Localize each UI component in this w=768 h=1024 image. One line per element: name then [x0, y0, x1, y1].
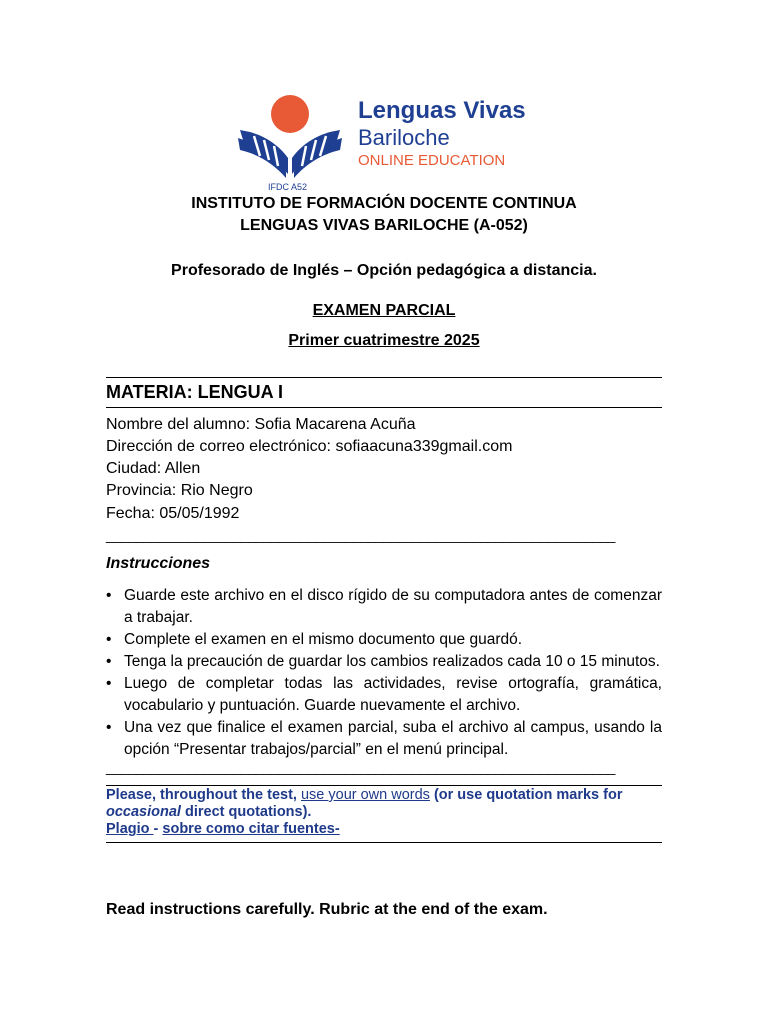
institute-name-line2: LENGUAS VIVAS BARILOCHE (A-052)	[240, 217, 528, 234]
logo-subtitle: Bariloche	[358, 125, 450, 150]
separator-line: ____________________________________________________________________	[106, 527, 616, 543]
instruction-text: Complete el examen en el mismo documento que guardó.	[124, 631, 523, 648]
notice-part3: direct quotations).	[180, 804, 312, 820]
own-words-link[interactable]: use your own words	[300, 787, 430, 803]
subject-top-rule	[106, 377, 662, 378]
citar-fuentes-link[interactable]: sobre como citar fuentes-	[162, 821, 340, 837]
footer-note: Read instructions carefully. Rubric at the end of the exam.	[106, 901, 548, 918]
logo-code: IFDC A52	[268, 182, 308, 192]
logo-title: Lenguas Vivas	[358, 97, 526, 124]
institution-logo	[236, 92, 526, 194]
subject-bottom-rule	[106, 407, 662, 408]
bullet-icon: •	[106, 631, 112, 648]
notice-bottom-rule	[106, 842, 662, 843]
student-province: Provincia: Rio Negro	[106, 482, 253, 499]
subject-heading: MATERIA: LENGUA I	[106, 382, 283, 402]
notice-top-rule	[106, 785, 662, 786]
book-reader-icon	[236, 92, 356, 194]
list-item	[106, 717, 662, 761]
institute-name-line1: INSTITUTO DE FORMACIÓN DOCENTE CONTINUA	[191, 195, 577, 212]
bullet-icon: •	[106, 719, 112, 736]
notice-dash: -	[153, 821, 163, 837]
list-item	[106, 629, 662, 651]
student-email: Dirección de correo electrónico: sofiaacuna339gmail.com	[106, 438, 513, 455]
notice-italic: occasional	[106, 804, 181, 820]
notice-part2: (or use quotation marks for	[429, 787, 623, 803]
bullet-icon: •	[106, 675, 112, 692]
instruction-text: Tenga la precaución de guardar los cambios realizados cada 10 o 15 minutos.	[124, 653, 660, 670]
student-city: Ciudad: Allen	[106, 460, 201, 477]
student-name: Nombre del alumno: Sofia Macarena Acuña	[106, 416, 416, 433]
logo-tagline: ONLINE EDUCATION	[358, 152, 506, 169]
list-item	[106, 651, 662, 673]
instructions-list	[106, 585, 662, 761]
instruction-text: Luego de completar todas las actividades, revise ortografía, gramática, vocabulario y puntuación. Guarde nuevamente el archivo.	[124, 675, 662, 714]
notice-part1: Please, throughout the test,	[106, 787, 301, 803]
term-title	[0, 332, 768, 350]
exam-title-text: EXAMEN PARCIAL	[312, 302, 456, 319]
list-item	[106, 673, 662, 717]
list-item	[106, 585, 662, 629]
notice-text	[106, 787, 666, 838]
program-title: Profesorado de Inglés – Opción pedagógica a distancia.	[171, 262, 597, 279]
bullet-icon: •	[106, 587, 112, 604]
exam-title	[0, 302, 768, 320]
separator-line: ____________________________________________________________________	[106, 759, 616, 775]
instruction-text: Guarde este archivo en el disco rígido de su computadora antes de comenzar a trabajar.	[124, 587, 662, 626]
instruction-text: Una vez que finalice el examen parcial, suba el archivo al campus, usando la opción “Presentar trabajos/parcial” en el menú principal.	[124, 719, 662, 758]
term-title-text: Primer cuatrimestre 2025	[288, 332, 480, 349]
bullet-icon: •	[106, 653, 112, 670]
plagio-link[interactable]: Plagio	[106, 821, 154, 837]
instructions-heading: Instrucciones	[106, 555, 211, 572]
student-date: Fecha: 05/05/1992	[106, 505, 240, 522]
